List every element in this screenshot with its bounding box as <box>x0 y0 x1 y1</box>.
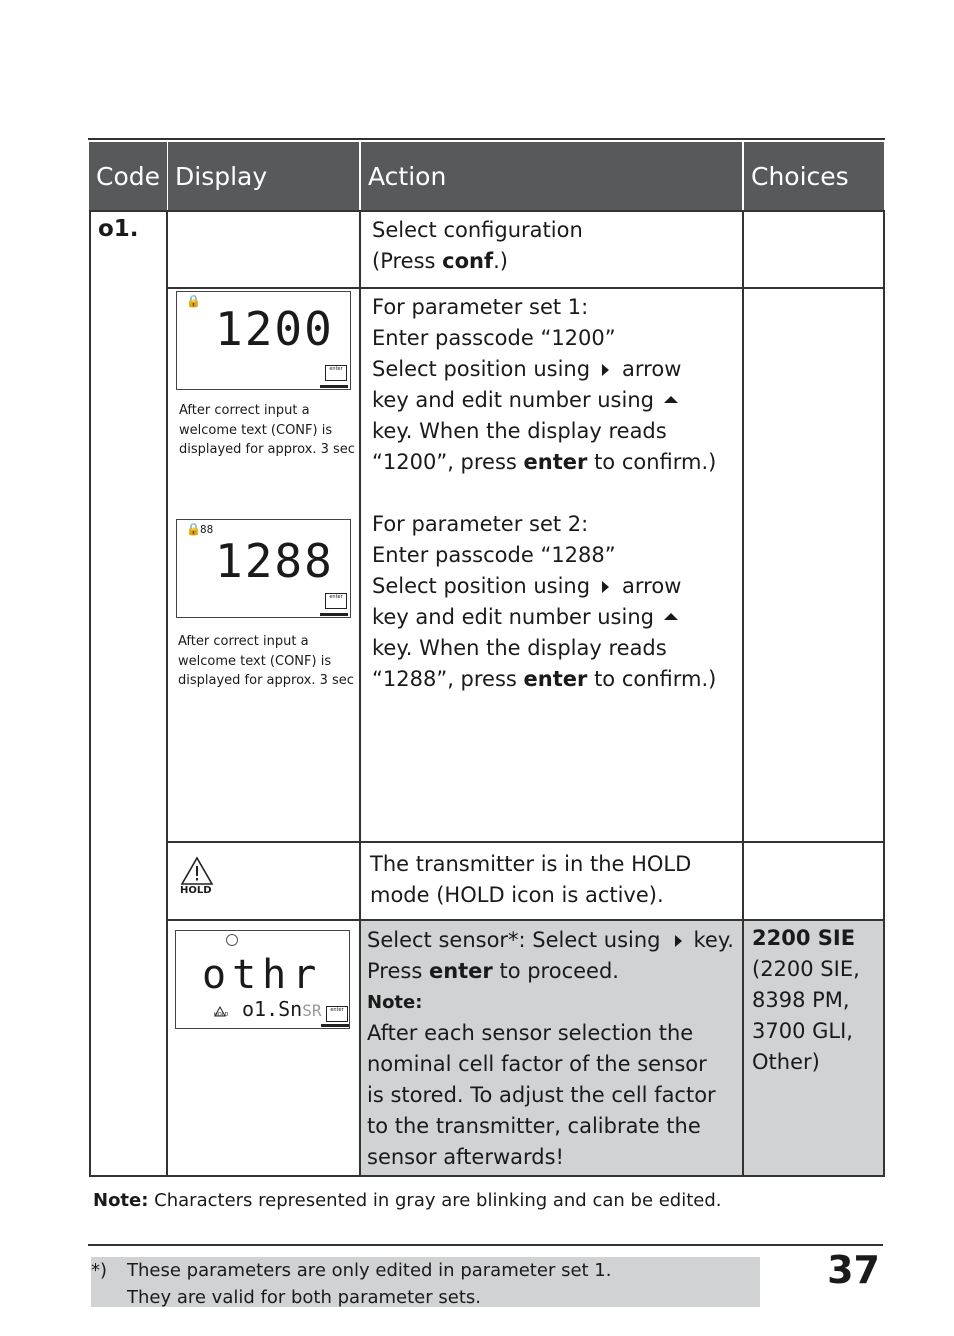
row3-action: The transmitter is in the HOLD mode (HOLD icon is active). <box>370 852 692 907</box>
table-divider-2 <box>359 210 361 1176</box>
row1-action-line2: (Press conf.) <box>372 249 508 273</box>
select-sensor-line: Select sensor*: Select using key. <box>367 928 734 952</box>
set2-heading: For parameter set 2: <box>372 512 589 536</box>
enter-icon: enter <box>326 1006 348 1022</box>
set2-select-position: Select position using arrow <box>372 574 682 598</box>
set1-heading: For parameter set 1: <box>372 295 589 319</box>
row4-action: Select sensor*: Select using key. Press enter to proceed. Note: After each sensor selection the nominal cell factor of the sensor is stored. To adjust the cell factor to the transmitter, calibrate the sensor afterwards! <box>367 925 741 1173</box>
header-action: Action <box>361 142 742 210</box>
header-code: Code <box>89 142 167 210</box>
footer-rule <box>88 1244 883 1246</box>
row2-bottom-rule <box>166 841 885 843</box>
note-label: Note: <box>367 992 423 1013</box>
choice-default: 2200 SIE <box>752 926 856 950</box>
row4-choices: 2200 SIE (2200 SIE, 8398 PM, 3700 GLI, Other) <box>752 926 860 1074</box>
hold-label: HOLD <box>180 885 212 896</box>
lcd-display-1200 <box>176 291 351 390</box>
set1-passcode: Enter passcode “1200” <box>372 326 616 350</box>
footnote-text: These parameters are only edited in parameter set 1. They are valid for both parameter sets. <box>127 1260 612 1308</box>
row2-action: For parameter set 1: Enter passcode “1200” Select position using arrow key and edit number using key. When the display reads “1200”, press enter to confirm.) For parameter set 2: Enter passcode “1288” Select position using arrow key and edit number using key. When the display reads “1288”, press enter to confirm.) <box>372 292 740 695</box>
set2-confirm: “1288”, press enter to confirm.) <box>372 667 717 691</box>
lcd-digits-1200: 1200 <box>215 302 334 356</box>
row1-bottom-rule <box>166 287 885 289</box>
enter-icon: enter <box>325 593 347 609</box>
enter-bar <box>321 1024 349 1027</box>
row1-action-line1: Select configuration <box>372 218 583 242</box>
set1-select-position: Select position using arrow <box>372 357 682 381</box>
page-number: 37 <box>827 1248 880 1292</box>
code-value: o1. <box>98 216 139 242</box>
up-arrow-icon <box>664 613 678 620</box>
table-bottom-rule <box>89 1175 885 1177</box>
lock-icon: 🔒 <box>186 294 201 308</box>
row3-bottom-rule <box>166 919 885 921</box>
header-choices: Choices <box>744 142 884 210</box>
enter-bar <box>320 385 348 388</box>
header-bottom-rule <box>89 210 885 212</box>
lcd-digits-1288: 1288 <box>215 534 334 588</box>
set2-passcode: Enter passcode “1288” <box>372 543 616 567</box>
right-arrow-icon <box>602 581 609 593</box>
sensor-icon <box>226 934 238 946</box>
lcd-display-sensor <box>175 930 350 1029</box>
set2-edit-number: key and edit number using <box>372 602 740 633</box>
lcd-hold-label: HOLD <box>214 1012 229 1018</box>
right-arrow-icon <box>602 364 609 376</box>
press-enter-line: Press enter to proceed. <box>367 959 619 983</box>
top-rule <box>88 138 885 140</box>
set1-edit-number: key and edit number using <box>372 385 740 416</box>
table-border-left <box>89 210 91 1176</box>
table-divider-3 <box>742 210 744 1176</box>
caption-2: After correct input a welcome text (CONF) is displayed for approx. 3 sec <box>178 634 354 688</box>
row1-action <box>372 215 732 277</box>
blinking-note: Note: Characters represented in gray are blinking and can be edited. <box>93 1190 722 1211</box>
lcd-main-text: othr <box>202 952 323 998</box>
up-arrow-icon <box>664 396 678 403</box>
right-arrow-icon <box>675 935 682 947</box>
set1-confirm: “1200”, press enter to confirm.) <box>372 450 717 474</box>
lcd-display-1288 <box>176 519 351 618</box>
table-divider-1 <box>166 210 168 1176</box>
header-display: Display <box>168 142 359 210</box>
caption-1: After correct input a welcome text (CONF) is displayed for approx. 3 sec <box>179 403 355 457</box>
lcd-small-digits: 88 <box>200 523 214 536</box>
lock-icon: 🔒 <box>186 522 201 536</box>
footnote-mark: *) <box>91 1260 108 1281</box>
enter-icon: enter <box>325 365 347 381</box>
note-line-1: After each sensor selection the <box>367 1021 694 1045</box>
table-border-right <box>883 210 885 1176</box>
lcd-sub-text: o1.SnSR <box>242 997 322 1021</box>
enter-bar <box>320 613 348 616</box>
